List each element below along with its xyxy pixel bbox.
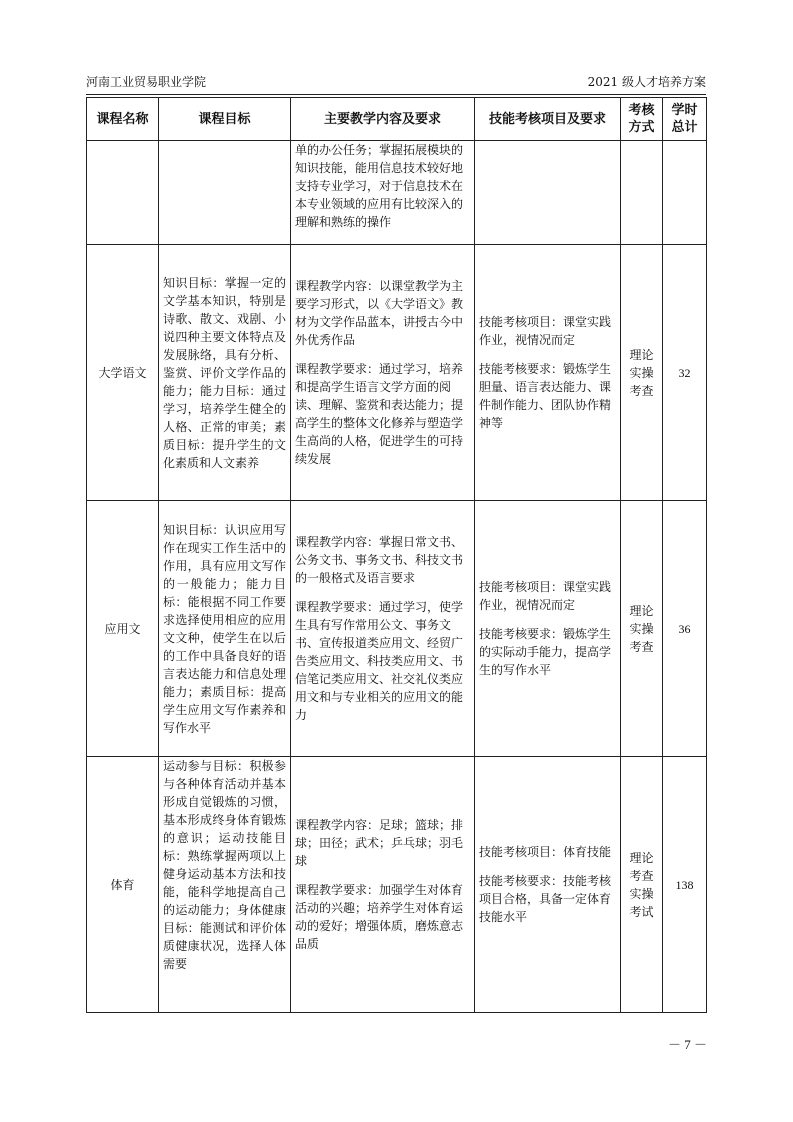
cell-empty xyxy=(663,141,707,245)
page-number: － 7 － xyxy=(667,1037,707,1052)
cell-course-goal: 运动参与目标：积极参与各种体育活动并基本形成自觉锻炼的习惯，基本形成终身体育锻炼的意识；运动技能目标：熟练掌握两项以上健身运动基本方法和技能，能科学地提高自己的运动能力；身体健康目标：能测试和评价体质健康状况，选择人体需要 xyxy=(159,757,291,1013)
assess-line: 实操 xyxy=(629,365,654,380)
page-header xyxy=(86,70,706,94)
assess-line: 理论 xyxy=(629,603,654,618)
skills-item-paragraph: 技能考核项目：课堂实践作业，视情况而定 xyxy=(479,315,612,347)
assess-line: 考查 xyxy=(629,868,654,883)
cell-teaching-content xyxy=(291,245,475,501)
cell-assessment-method xyxy=(621,245,663,501)
cell-skills-assessment xyxy=(475,757,621,1013)
cell-course-goal: 知识目标：认识应用写作在现实工作生活中的作用，具有应用文写作的一般能力；能力目标：能根据不同工作要求选择使用相应的应用文文种，使学生在以后的工作中具备良好的语言表达能力和信息处理能力；素质目标：提高学生应用文写作素养和写作水平 xyxy=(159,501,291,757)
teaching-requirement-paragraph: 课程教学要求：通过学习，培养和提高学生语言文学方面的阅读、理解、鉴赏和表达能力；提高学生的整体文化修养与塑造学生高尚的人格，促进学生的可持续发展 xyxy=(295,362,464,466)
skills-item-paragraph: 技能考核项目：课堂实践作业，视情况而定 xyxy=(479,580,612,612)
school-name: 河南工业贸易职业学院 xyxy=(86,75,207,89)
teaching-content-paragraph: 课程教学内容：足球；篮球；排球；田径；武术；乒乓球；羽毛球 xyxy=(295,818,464,868)
cell-total-hours: 138 xyxy=(663,757,707,1013)
cell-empty xyxy=(621,141,663,245)
teaching-content-paragraph: 课程教学内容：以课堂教学为主要学习形式，以《大学语文》教材为文学作品蓝本，讲授古今中外优秀作品 xyxy=(295,279,464,347)
skills-item-paragraph: 技能考核项目：体育技能 xyxy=(479,845,612,859)
header-total-hours xyxy=(663,98,707,141)
cell-total-hours: 32 xyxy=(663,245,707,501)
header-assess-line-1: 考核 xyxy=(628,103,655,118)
skills-requirement-paragraph: 技能考核要求：技能考核项目合格，具备一定体育技能水平 xyxy=(479,874,612,924)
cell-assessment-method xyxy=(621,501,663,757)
assess-line: 实操 xyxy=(629,621,654,636)
assess-line: 实操 xyxy=(629,886,654,901)
header-teaching-content: 主要教学内容及要求 xyxy=(291,98,475,141)
cell-course-name: 体育 xyxy=(87,757,159,1013)
assess-line: 考查 xyxy=(629,383,654,398)
assess-line: 理论 xyxy=(629,850,654,865)
cell-empty xyxy=(475,141,621,245)
header-assess-line-2: 方式 xyxy=(628,120,655,135)
cell-total-hours: 36 xyxy=(663,501,707,757)
header-course-name: 课程名称 xyxy=(87,98,159,141)
table-row xyxy=(87,757,707,1013)
document-title: 2021 级人才培养方案 xyxy=(587,75,706,89)
cell-teaching-content xyxy=(291,501,475,757)
table-header-row xyxy=(87,98,707,141)
header-assessment-method xyxy=(621,98,663,141)
cell-course-name: 应用文 xyxy=(87,501,159,757)
cell-continued-content: 单的办公任务；掌握拓展模块的知识技能，能用信息技术较好地支持专业学习，对于信息技术在本专业领域的应用有比较深入的理解和熟练的操作 xyxy=(291,141,475,245)
assess-line: 理论 xyxy=(629,347,654,362)
teaching-requirement-paragraph: 课程教学要求：通过学习，使学生具有写作常用公文、事务文书、宣传报道类应用文、经贸广告类应用文、科技类应用文、书信笔记类应用文、社交礼仪类应用文和与专业相关的应用文的能力 xyxy=(295,600,464,722)
cell-skills-assessment xyxy=(475,245,621,501)
cell-empty xyxy=(87,141,159,245)
cell-teaching-content xyxy=(291,757,475,1013)
teaching-content-paragraph: 课程教学内容：掌握日常文书、公务文书、事务文书、科技文书的一般格式及语言要求 xyxy=(295,535,464,585)
course-table xyxy=(86,97,707,1013)
table-row xyxy=(87,501,707,757)
table-row xyxy=(87,245,707,501)
header-hours-line-1: 学时 xyxy=(671,103,698,118)
assess-line: 考试 xyxy=(629,904,654,919)
header-course-goal: 课程目标 xyxy=(159,98,291,141)
header-hours-line-2: 总计 xyxy=(671,120,698,135)
cell-assessment-method xyxy=(621,757,663,1013)
header-skills-assessment: 技能考核项目及要求 xyxy=(475,98,621,141)
assess-line: 考查 xyxy=(629,639,654,654)
cell-course-name: 大学语文 xyxy=(87,245,159,501)
skills-requirement-paragraph: 技能考核要求：锻炼学生胆量、语言表达能力、课件制作能力、团队协作精神等 xyxy=(479,362,612,430)
skills-requirement-paragraph: 技能考核要求：锻炼学生的实际动手能力，提高学生的写作水平 xyxy=(479,627,612,677)
table-row-continuation xyxy=(87,141,707,245)
header-rule xyxy=(86,94,706,95)
cell-skills-assessment xyxy=(475,501,621,757)
cell-course-goal: 知识目标：掌握一定的文学基本知识，特别是诗歌、散文、戏剧、小说四种主要文体特点及发展脉络，具有分析、鉴赏、评价文学作品的能力；能力目标：通过学习，培养学生健全的人格、正常的审美；素质目标：提升学生的文化素质和人文素养 xyxy=(159,245,291,501)
teaching-requirement-paragraph: 课程教学要求：加强学生对体育活动的兴趣；培养学生对体育运动的爱好；增强体质，磨炼意志品质 xyxy=(295,883,464,951)
cell-empty xyxy=(159,141,291,245)
